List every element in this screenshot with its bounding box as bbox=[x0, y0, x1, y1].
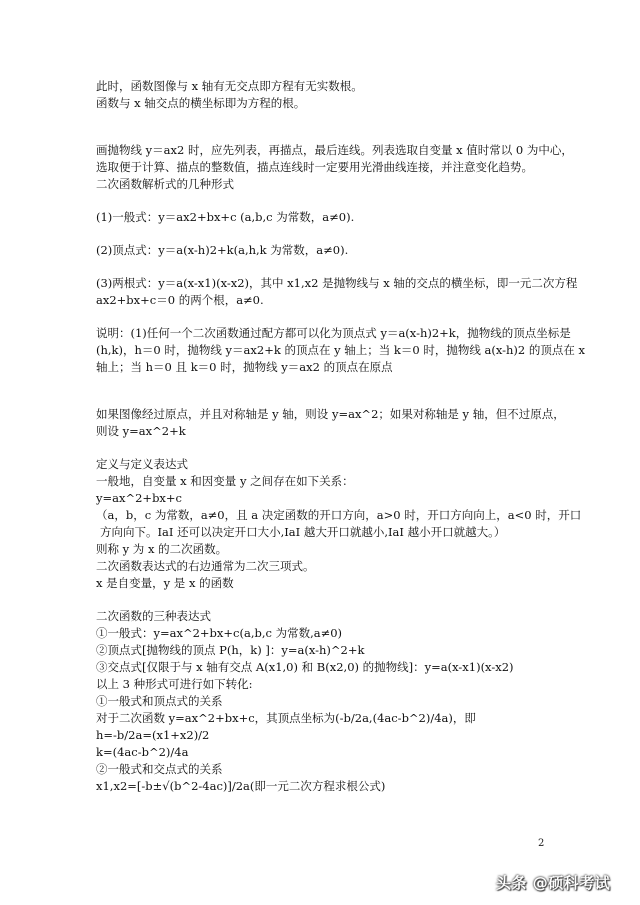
text-line: (3)两根式：y＝a(x-x1)(x-x2)，其中 x1,x2 是抛物线与 x 轴的交点的横坐标，即一元二次方程 bbox=[96, 276, 578, 290]
watermark: 头条 @硕科考试 bbox=[496, 874, 611, 892]
text-line: 画抛物线 y＝ax2 时，应先列表，再描点，最后连线。列表选取自变量 x 值时常以 0 为中心， bbox=[96, 143, 573, 157]
text-line: 一般地，自变量 x 和因变量 y 之间存在如下关系： bbox=[96, 474, 354, 488]
text-line: 则设 y=ax^2+k bbox=[96, 424, 186, 438]
text-line: 说明：(1)任何一个二次函数通过配方都可以化为顶点式 y＝a(x-h)2+k，抛物线的顶点坐标是 bbox=[96, 326, 571, 340]
origin-paragraph bbox=[96, 406, 565, 440]
section-heading: 定义与定义表达式 bbox=[96, 457, 188, 471]
text-line: （a，b，c 为常数，a≠0，且 a 决定函数的开口方向，a>0 时，开口方向向上，a<0 时，开口 bbox=[96, 508, 582, 522]
document-body bbox=[96, 78, 586, 795]
three-forms-section bbox=[96, 608, 556, 795]
text-line: x1,x2=[-b±√(b^2-4ac)]/2a(即一元二次方程求根公式) bbox=[96, 779, 386, 793]
text-line: ②顶点式[抛物线的顶点 P(h，k) ]：y=a(x-h)^2+k bbox=[96, 643, 365, 657]
text-line: ax2+bx+c＝0 的两个根，a≠0. bbox=[96, 293, 264, 307]
general-form: (1)一般式：y＝ax2+bx+c (a,b,c 为常数，a≠0). bbox=[96, 210, 355, 224]
text-line: ①一般式和顶点式的关系 bbox=[96, 694, 223, 708]
text-line: y=ax^2+bx+c bbox=[96, 491, 182, 505]
text-line: (h,k)，h＝0 时，抛物线 y＝ax2+k 的顶点在 y 轴上；当 k＝0 时，抛物线 a(x-h)2 的顶点在 x bbox=[96, 343, 586, 357]
text-line: k=(4ac-b^2)/4a bbox=[96, 745, 189, 759]
text-line: 方向向下。IaI 还可以决定开口大小,IaI 越大开口就越小,IaI 越小开口就越大。） bbox=[100, 525, 506, 539]
text-line: x 是自变量，y 是 x 的函数 bbox=[96, 576, 234, 590]
text-line: 对于二次函数 y=ax^2+bx+c，其顶点坐标为(-b/2a,(4ac-b^2)/4a)，即 bbox=[96, 711, 476, 725]
two-root-form bbox=[96, 275, 578, 309]
text-line: 函数与 x 轴交点的横坐标即为方程的根。 bbox=[96, 96, 306, 110]
section-heading: 二次函数解析式的几种形式 bbox=[96, 177, 234, 191]
paragraph-plotting bbox=[96, 142, 573, 193]
text-line: 二次函数表达式的右边通常为二次三项式。 bbox=[96, 559, 315, 573]
text-line: 如果图像经过原点，并且对称轴是 y 轴，则设 y=ax^2；如果对称轴是 y 轴，但不过原点， bbox=[96, 407, 565, 421]
page-number: 2 bbox=[538, 838, 545, 849]
definition-section bbox=[96, 456, 582, 592]
text-line: ③交点式[仅限于与 x 轴有交点 A(x1,0) 和 B(x2,0) 的抛物线]：y=a(x-x1)(x-x2) bbox=[96, 660, 514, 674]
note-paragraph bbox=[96, 325, 586, 376]
text-line: 轴上；当 h＝0 且 k＝0 时，抛物线 y＝ax2 的顶点在原点 bbox=[96, 360, 393, 374]
text-line: 以上 3 种形式可进行如下转化: bbox=[96, 677, 253, 691]
text-line: 则称 y 为 x 的二次函数。 bbox=[96, 542, 228, 556]
vertex-form: (2)顶点式：y＝a(x-h)2+k(a,h,k 为常数，a≠0). bbox=[96, 243, 349, 257]
text-line: h=-b/2a=(x1+x2)/2 bbox=[96, 728, 210, 742]
text-line: 选取便于计算、描点的整数值，描点连线时一定要用光滑曲线连接，并注意变化趋势。 bbox=[96, 160, 533, 174]
paragraph-roots bbox=[96, 78, 556, 112]
text-line: ①一般式：y=ax^2+bx+c(a,b,c 为常数,a≠0) bbox=[96, 626, 343, 640]
text-line: 此时，函数图像与 x 轴有无交点即方程有无实数根。 bbox=[96, 79, 363, 93]
section-heading: 二次函数的三种表达式 bbox=[96, 609, 211, 623]
text-line: ②一般式和交点式的关系 bbox=[96, 762, 223, 776]
